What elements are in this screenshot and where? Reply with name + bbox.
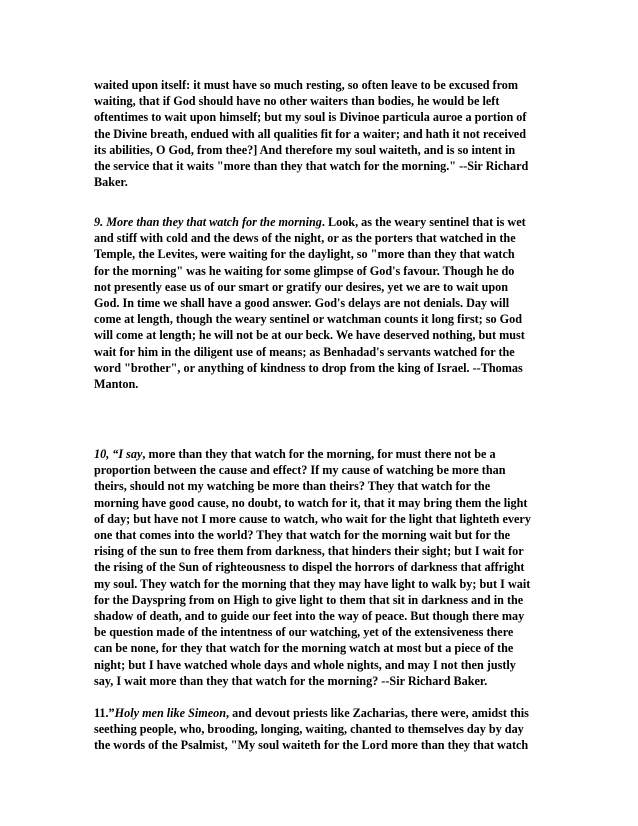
text-line xyxy=(94,93,546,109)
text-run: oftentimes to wait upon himself; but my soul is Divinoe particula auroe a portion of xyxy=(94,110,527,125)
text-run: say, I wait more than they that watch for the morning? --Sir Richard Baker. xyxy=(94,673,488,688)
text-line xyxy=(94,543,546,559)
text-line xyxy=(94,109,546,125)
paragraph-baker-waiting xyxy=(94,77,546,190)
text-line xyxy=(94,657,546,673)
text-run: waiting, that if God should have no other waiters than bodies, he would be left xyxy=(94,94,500,109)
text-run: rising of the sun to free them from darkness, that hinders their sight; but I wait for xyxy=(94,544,524,559)
text-line xyxy=(94,376,546,392)
text-line xyxy=(94,608,546,624)
text-run: for the morning" was he waiting for some glimpse of God's favour. Though he do xyxy=(94,263,515,278)
text-run: God. In time we shall have a good answer. God's delays are not denials. Day will xyxy=(94,296,510,311)
text-line xyxy=(94,158,546,174)
text-run: and stiff with cold and the dews of the night, or as the porters that watched in the xyxy=(94,231,516,246)
text-run: Temple, the Levites, were waiting for the daylight, so "more than they that watch xyxy=(94,247,515,262)
text-run: my soul. They watch for the morning that they may have light to walk by; but I wait xyxy=(94,576,531,591)
text-run: for the Dayspring from on High to give light to them that sit in darkness and in the xyxy=(94,592,524,607)
text-run: night; but I have watched whole days and whole nights, and may I not then justly xyxy=(94,657,516,672)
text-run: word "brother", or anything of kindness to drop from the king of Israel. --Thomas xyxy=(94,360,523,375)
text-run: the words of the Psalmist, "My soul waiteth for the Lord more than they that watch xyxy=(94,738,529,753)
text-line xyxy=(94,673,546,689)
text-run: not presently ease us of our smart or gratify our desires, yet we are to wait upon xyxy=(94,279,508,294)
text-line xyxy=(94,527,546,543)
text-line xyxy=(94,344,546,360)
text-run: the service that it waits "more than they that watch for the morning." --Sir Richard xyxy=(94,159,529,174)
text-line xyxy=(94,511,546,527)
text-line xyxy=(94,142,546,158)
text-line xyxy=(94,174,546,190)
text-run: one that comes into the world? They that watch for the morning wait but for the xyxy=(94,528,511,543)
text-line xyxy=(94,446,546,462)
text-run: the Divine breath, endued with all qualities fit for a waiter; and hath it not received xyxy=(94,126,526,141)
text-line xyxy=(94,311,546,327)
italic-text-run: 9. More than they that watch for the morning xyxy=(94,215,322,229)
text-line xyxy=(94,640,546,656)
text-run: be question made of the intentness of our watching, yet of the extensiveness there xyxy=(94,625,514,640)
italic-text-run: 10, “I say xyxy=(94,447,143,461)
text-line xyxy=(94,576,546,592)
text-line xyxy=(94,705,546,721)
text-run: come at length, though the weary sentinel or watchman counts it long first; so God xyxy=(94,312,523,327)
text-line xyxy=(94,737,546,753)
text-line xyxy=(94,360,546,376)
text-line xyxy=(94,624,546,640)
text-line xyxy=(94,495,546,511)
text-line xyxy=(94,214,546,230)
text-run: will come at length; he will not be at our beck. We have deserved nothing, but must xyxy=(94,328,525,343)
text-run: , and devout priests like Zacharias, there were, amidst this xyxy=(226,706,529,720)
text-line xyxy=(94,592,546,608)
text-run: shadow of death, and to guide our feet into the way of peace. But though there may xyxy=(94,609,525,624)
text-run: 11.” xyxy=(94,706,115,720)
text-run: theirs, should not my watching be more than theirs? They that watch for the xyxy=(94,479,491,494)
text-line xyxy=(94,478,546,494)
text-run: its abilities, O God, from thee?] And therefore my soul waiteth, and is so intent in xyxy=(94,142,516,157)
text-line xyxy=(94,462,546,478)
text-line xyxy=(94,721,546,737)
text-run: , more than they that watch for the morning, for must there not be a xyxy=(142,447,496,461)
text-line xyxy=(94,126,546,142)
paragraph-11-simeon xyxy=(94,705,546,754)
text-line xyxy=(94,295,546,311)
text-line xyxy=(94,77,546,93)
text-line xyxy=(94,559,546,575)
text-line xyxy=(94,327,546,343)
italic-text-run: Holy men like Simeon xyxy=(114,706,227,720)
text-run: of day; but have not I more cause to watch, who wait for the light that lighteth every xyxy=(94,511,531,526)
text-line xyxy=(94,279,546,295)
paragraph-9-manton xyxy=(94,214,546,392)
text-run: . Look, as the weary sentinel that is wet xyxy=(321,215,526,229)
text-run: seething people, who, brooding, longing, waiting, chanted to themselves day by day xyxy=(94,722,524,737)
text-run: wait for him in the diligent use of means; as Benhadad's servants watched for the xyxy=(94,344,515,359)
text-run: waited upon itself: it must have so much resting, so often leave to be excused from xyxy=(94,78,519,92)
text-run: Manton. xyxy=(94,377,139,392)
paragraph-10-baker xyxy=(94,446,546,689)
text-run: the rising of the Sun of righteousness to dispel the horrors of darkness that affright xyxy=(94,560,525,575)
text-line xyxy=(94,230,546,246)
text-run: Baker. xyxy=(94,175,128,190)
text-run: proportion between the cause and effect? If my cause of watching be more than xyxy=(94,463,506,478)
text-line xyxy=(94,263,546,279)
text-line xyxy=(94,246,546,262)
text-run: can be none, for they that watch for the morning watch at most but a piece of the xyxy=(94,641,514,656)
text-run: morning have good cause, no doubt, to watch for it, that it may bring them the light xyxy=(94,495,528,510)
